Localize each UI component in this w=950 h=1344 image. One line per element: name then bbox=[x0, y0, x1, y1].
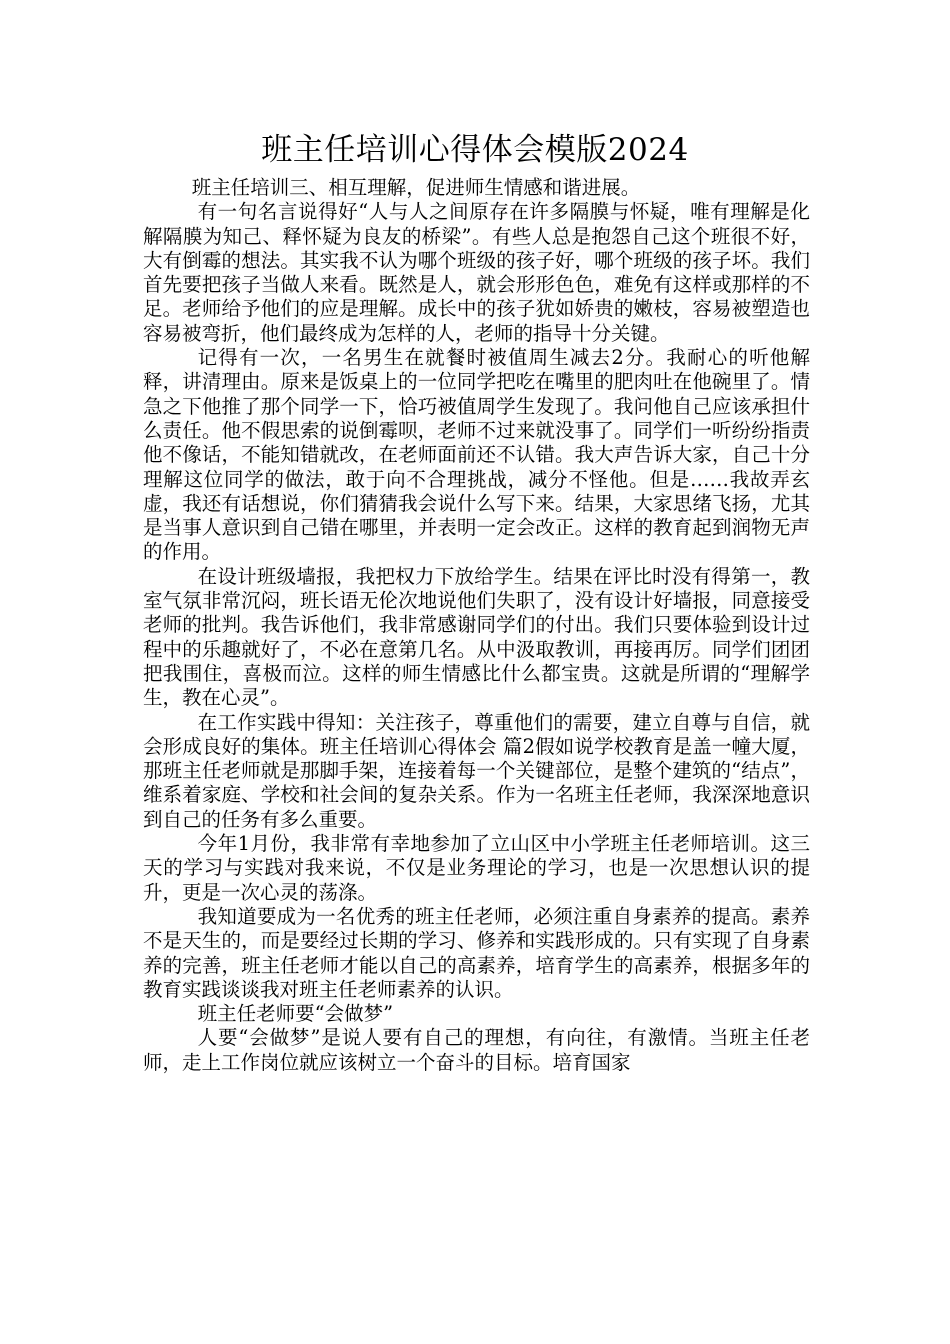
paragraph-3: 记得有一次，一名男生在就餐时被值周生减去2分。我耐心的听他解释，讲清理由。原来是饭桌上的一位同学把吃在嘴里的肥肉吐在他碗里了。情急之下他推了那个同学一下，恰巧被值周学生发现了。我问他自己应该承担什么责任。他不假思索的说倒霉呗，老师不过来就没事了。同学们一听纷纷指责他不像话，不能知错就改，在老师面前还不认错。我大声告诉大家，自己十分理解这位同学的做法，敢于向不合理挑战，减分不怪他。但是……我故弄玄虚，我还有话想说，你们猜猜我会说什么写下来。结果，大家思绪飞扬，尤其是当事人意识到自己错在哪里，并表明一定会改正。这样的教育起到润物无声的作用。 bbox=[143, 346, 810, 564]
document-title: 班主任培训心得体会模版2024 bbox=[261, 132, 689, 168]
paragraph-7: 我知道要成为一名优秀的班主任老师，必须注重自身素养的提高。素养不是天生的，而是要经过长期的学习、修养和实践形成的。只有实现了自身素养的完善，班主任老师才能以自己的高素养，培育学生的高素养，根据多年的教育实践谈谈我对班主任老师素养的认识。 bbox=[143, 904, 810, 1001]
paragraph-6: 今年1月份，我非常有幸地参加了立山区中小学班主任老师培训。这三天的学习与实践对我来说，不仅是业务理论的学习，也是一次思想认识的提升，更是一次心灵的荡涤。 bbox=[143, 832, 810, 904]
paragraph-2: 有一句名言说得好“人与人之间原存在许多隔膜与怀疑，唯有理解是化解隔膜为知己、释怀疑为良友的桥梁”。有些人总是抱怨自己这个班很不好，大有倒霉的想法。其实我不认为哪个班级的孩子好，哪个班级的孩子坏。我们首先要把孩子当做人来看。既然是人，就会形形色色，难免有这样或那样的不足。老师给予他们的应是理解。成长中的孩子犹如娇贵的嫩枝，容易被塑造也容易被弯折，他们最终成为怎样的人，老师的指导十分关键。 bbox=[143, 200, 810, 345]
paragraph-8: 人要“会做梦”是说人要有自己的理想，有向往，有激情。当班主任老师，走上工作岗位就应该树立一个奋斗的目标。培育国家 bbox=[143, 1026, 810, 1074]
paragraph-5: 在工作实践中得知：关注孩子，尊重他们的需要，建立自尊与自信，就会形成良好的集体。班主任培训心得体会 篇2假如说学校教育是盖一幢大厦，那班主任老师就是那脚手架，连接着每一个关键部位，是整个建筑的“结点”，维系着家庭、学校和社会间的复杂关系。作为一名班主任老师，我深深地意识到自己的任务有多么重要。 bbox=[143, 710, 810, 831]
paragraph-1: 班主任培训三、相互理解，促进师生情感和谐进展。 bbox=[191, 176, 641, 199]
paragraph-4: 在设计班级墙报，我把权力下放给学生。结果在评比时没有得第一，教室气氛非常沉闷，班长语无伦次地说他们失职了，没有设计好墙报，同意接受老师的批判。我告诉他们，我非常感谢同学们的付出。我们只要体验到设计过程中的乐趣就好了，不必在意第几名。从中汲取教训，再接再厉。同学们团团把我围住，喜极而泣。这样的师生情感比什么都宝贵。这就是所谓的“理解学生，教在心灵”。 bbox=[143, 564, 810, 710]
section-heading: 班主任老师要“会做梦” bbox=[197, 1002, 394, 1026]
document-body bbox=[143, 176, 810, 1075]
